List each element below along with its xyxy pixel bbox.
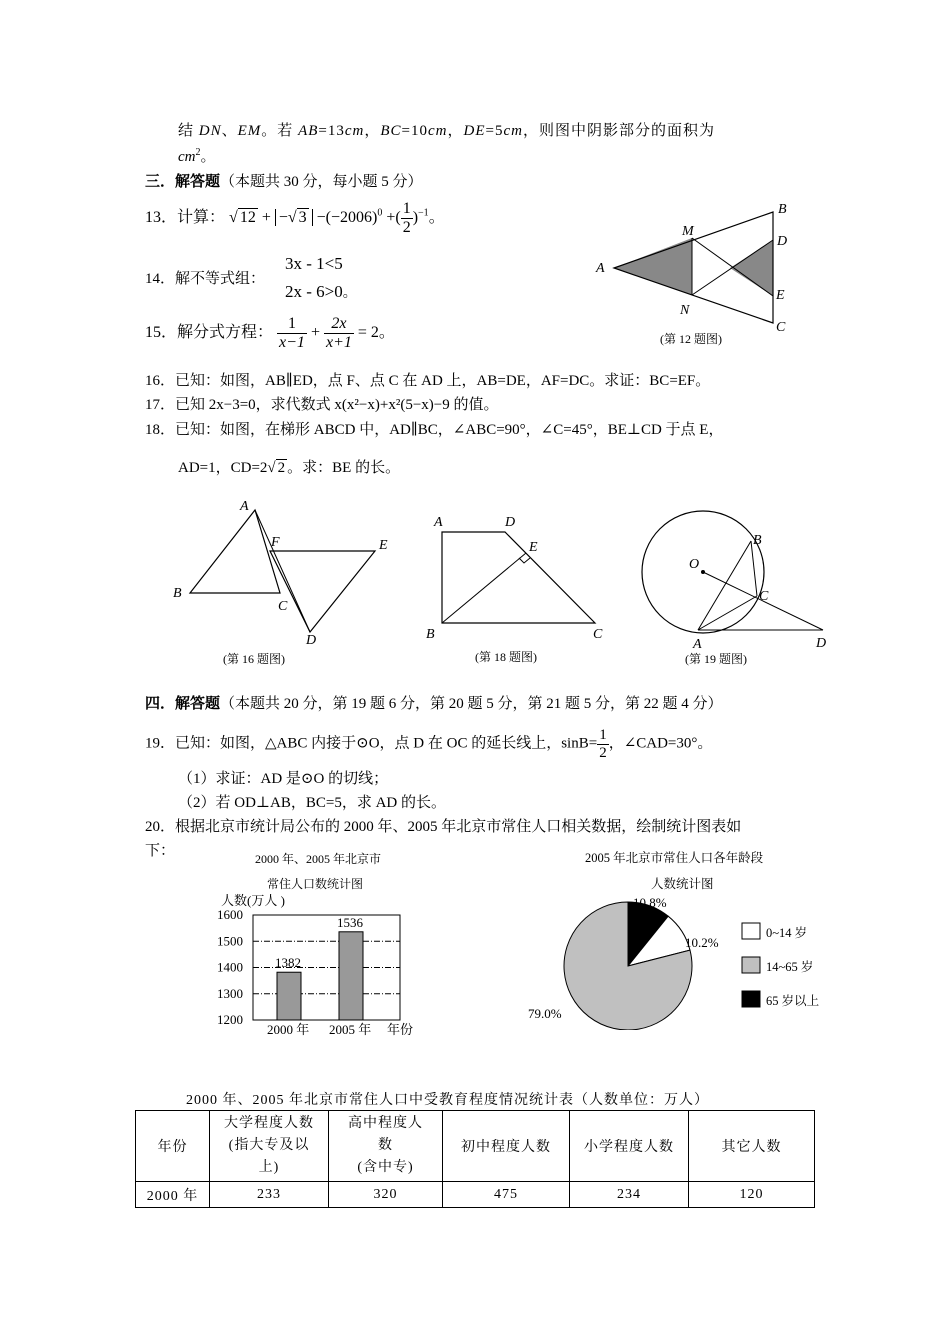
line-ab (698, 541, 751, 630)
label-e: E (776, 288, 785, 303)
label-d: D (505, 515, 516, 530)
q12-text-line2: $cm^2$。 (178, 147, 216, 165)
figure-18 (420, 505, 620, 670)
header-highschool: 高中程度人 数 (含中专) (329, 1111, 443, 1182)
header-middleschool: 初中程度人数 (443, 1111, 570, 1182)
figure-16 (160, 495, 400, 670)
label-b: B (173, 586, 182, 601)
label-e: E (529, 540, 538, 555)
label-b: B (753, 533, 762, 548)
legend-label: 0~14 岁 (766, 926, 808, 940)
shaded-region-mid (730, 240, 773, 296)
cell-middleschool: 475 (443, 1182, 570, 1208)
x-tick-label: 2005 年 (329, 1022, 372, 1037)
x-tick-label: 2000 年 (267, 1022, 310, 1037)
label-b: B (426, 627, 435, 642)
education-table (135, 1110, 815, 1208)
table-header-row (136, 1111, 815, 1182)
age-pie-chart (520, 890, 840, 1030)
header-college: 大学程度人数 (指大专及以 上) (210, 1111, 329, 1182)
sqrt-icon: √ (229, 208, 238, 226)
bar (277, 972, 301, 1020)
cell-other: 120 (689, 1182, 815, 1208)
cell-year: 2000 年 (136, 1182, 210, 1208)
pie-data-label: 10.2% (685, 935, 719, 950)
pie-data-label: 10.8% (633, 895, 667, 910)
y-tick-label: 1600 (217, 907, 243, 922)
abs-value: −√ 3 (275, 209, 313, 226)
triangle-abc (190, 510, 280, 593)
q14-system: 3x - 1<5 2x - 6>0。 (285, 254, 357, 301)
label-o: O (689, 557, 700, 572)
q17: 17．已知 2x−3=0，求代数式 x(x²−x)+x²(5−x)−9 的值。 (145, 397, 499, 413)
sqrt-icon: √ (287, 208, 297, 226)
legend-label: 14~65 岁 (766, 960, 814, 974)
q15: 15．解分式方程： $\frac{1}{x-1}$ + $\frac{2x}{x+1}$ = 2。 (145, 315, 395, 351)
legend-swatch (742, 923, 760, 939)
header-other: 其它人数 (689, 1111, 815, 1182)
header-primary: 小学程度人数 (570, 1111, 689, 1182)
caption: (第 12 题图) (660, 332, 722, 346)
table-caption: 2000 年、2005 年北京市常住人口中受教育程度情况统计表（人数单位：万人） (186, 1093, 709, 1108)
header-year: 年份 (136, 1111, 210, 1182)
cell-college: 233 (210, 1182, 329, 1208)
fraction: $\frac{1}{x-1}$ (279, 315, 305, 351)
line-be (442, 553, 526, 623)
line-bc (751, 541, 757, 596)
bar (339, 932, 363, 1020)
sqrt-icon: √ (267, 460, 276, 476)
chart-subtitle: 常住人口数统计图 (267, 877, 364, 891)
cell-highschool: 320 (329, 1182, 443, 1208)
label-m: M (682, 224, 694, 239)
triangle-def (270, 551, 375, 632)
section3-heading: 三．解答题（本题共 30 分，每小题 5 分） (145, 174, 423, 190)
fraction: $\frac{1}{2}$ (402, 200, 411, 236)
label-a: A (240, 499, 249, 514)
figure-19 (635, 510, 845, 670)
label-d: D (777, 234, 788, 249)
y-tick-label: 1300 (217, 985, 243, 1001)
bar-data-label: 1536 (337, 914, 363, 930)
label-d: D (816, 636, 827, 651)
trapezoid-abcd (442, 532, 595, 623)
q20-line1: 20．根据北京市统计局公布的 2000 年、2005 年北京市常住人口相关数据，绘制统计图表如 (145, 819, 742, 835)
cell-primary: 234 (570, 1182, 689, 1208)
label-c: C (776, 320, 786, 335)
label-c: C (278, 599, 288, 614)
y-axis-label: 人数(万人 ) (221, 893, 285, 908)
y-tick-label: 1200 (217, 1012, 243, 1027)
y-tick-label: 1400 (217, 959, 243, 975)
legend-swatch (742, 991, 760, 1007)
legend-swatch (742, 957, 760, 973)
label-f: F (271, 535, 280, 550)
legend-label: 65 岁以上 (766, 994, 820, 1008)
section4-heading: 四．解答题（本题共 20 分，第 19 题 6 分，第 20 题 5 分，第 21 题 5 分，第 22 题 4 分） (145, 696, 723, 712)
y-tick-label: 1500 (217, 933, 243, 949)
label-c: C (593, 627, 603, 642)
caption: (第 18 题图) (475, 650, 537, 664)
label-n: N (680, 303, 690, 318)
bar-data-label: 1382 (275, 955, 301, 971)
q20-line2: 下： (145, 843, 176, 859)
pie-chart-title: 2005 年北京市常住人口各年龄段 (585, 851, 764, 865)
right-angle-mark (519, 558, 530, 563)
shaded-region-right (692, 238, 730, 295)
population-bar-chart (205, 848, 435, 1043)
fraction: $\frac{2x}{x+1}$ (325, 315, 352, 351)
pie-data-label: 79.0% (528, 1006, 562, 1021)
chart-title: 2000 年、2005 年北京市 (255, 852, 382, 866)
q18-line2: AD=1，CD=2√ 2 。求：BE 的长。 (178, 460, 401, 476)
shaded-region-left (614, 238, 692, 295)
label-b: B (778, 202, 787, 217)
q14: 14．解不等式组： (145, 271, 266, 287)
q18-line1: 18．已知：如图，在梯形 ABCD 中，AD∥BC，∠ABC=90°，∠C=45°，BE⊥CD 于点 E， (145, 422, 724, 438)
label-a: A (434, 515, 443, 530)
label-a: A (596, 261, 605, 276)
q12-text-line1: 结 DN、EM。若 AB=13cm，BC=10cm，DE=5cm，则图中阴影部分的面积为 (178, 123, 716, 139)
label-e: E (379, 538, 388, 553)
label-c: C (759, 589, 769, 604)
x-axis-label: 年份 (387, 1022, 414, 1037)
caption: (第 16 题图) (223, 652, 285, 666)
q16: 16．已知：如图，AB∥ED，点 F、点 C 在 AD 上，AB=DE，AF=DC。求证：BC=EF。 (145, 373, 711, 389)
figure-12 (590, 198, 800, 353)
fraction: $\frac{1}{2}$ (599, 727, 607, 761)
pie-chart-subtitle: 人数统计图 (651, 877, 714, 891)
caption: (第 19 题图) (685, 652, 747, 666)
q13: 13．计算： √ 12 + −√ $3 -(-2006)^0$ +( $\frac{1}{2}$ )$^{-1}$。 (145, 200, 445, 236)
label-a: A (693, 637, 702, 652)
label-d: D (306, 633, 317, 648)
table-row (136, 1182, 815, 1208)
q19-part2: （2）若 OD⊥AB，BC=5，求 AD 的长。 (178, 795, 446, 811)
q19-part1: （1）求证：AD 是⊙O 的切线； (178, 771, 389, 787)
q19: 19．已知：如图，△ABC 内接于⊙O，点 D 在 OC 的延长线上，sinB= $\frac{1}{2}$ ，∠CAD=30°。 (145, 727, 713, 761)
